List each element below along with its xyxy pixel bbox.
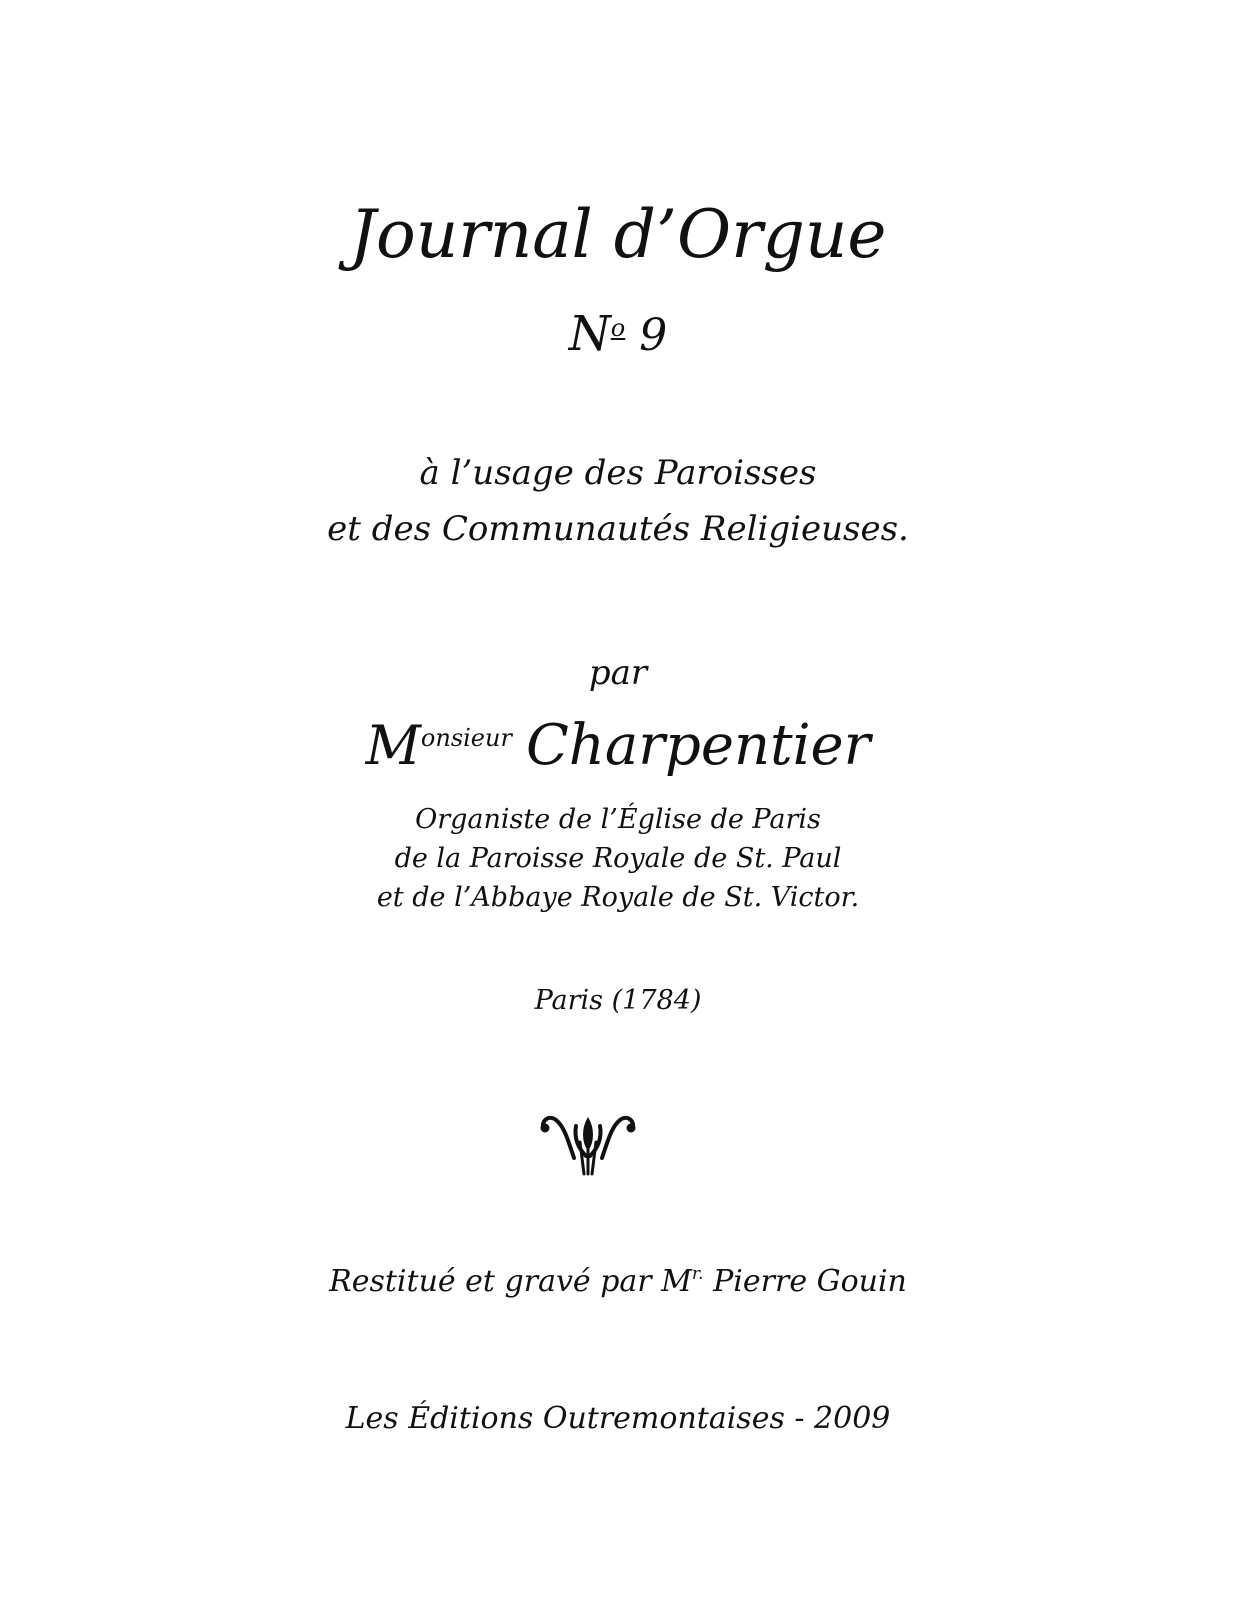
position-line-3: et de l’Abbaye Royale de St. Victor. — [376, 882, 860, 913]
usage-line-2: et des Communautés Religieuses. — [327, 509, 909, 549]
credit-name: Pierre Gouin — [703, 1264, 907, 1299]
credit-text: Restitué et gravé par M — [329, 1264, 692, 1299]
place-date: Paris (1784) — [534, 985, 702, 1016]
byline: par — [588, 653, 648, 693]
fleuron-icon — [538, 1112, 638, 1176]
number-value: 9 — [639, 310, 668, 361]
number-sign-superscript: o — [610, 314, 626, 342]
credit-superscript: r. — [691, 1264, 704, 1284]
number-sign-letter: N — [568, 306, 611, 362]
author-line — [0, 713, 1236, 778]
position-line-2: de la Paroisse Royale de St. Paul — [394, 843, 842, 874]
position-line-1: Organiste de l’Église de Paris — [415, 804, 821, 835]
publisher-line: Les Éditions Outremontaises - 2009 — [345, 1401, 891, 1436]
journal-number — [0, 306, 1236, 362]
usage-line-1: à l’usage des Paroisses — [419, 453, 817, 493]
author-name: Charpentier — [525, 713, 871, 778]
engraver-credit — [0, 1266, 1236, 1297]
honorific-rest: onsieur — [420, 724, 512, 752]
document-title: Journal d’Orgue — [349, 196, 887, 273]
honorific-initial: M — [365, 714, 421, 777]
